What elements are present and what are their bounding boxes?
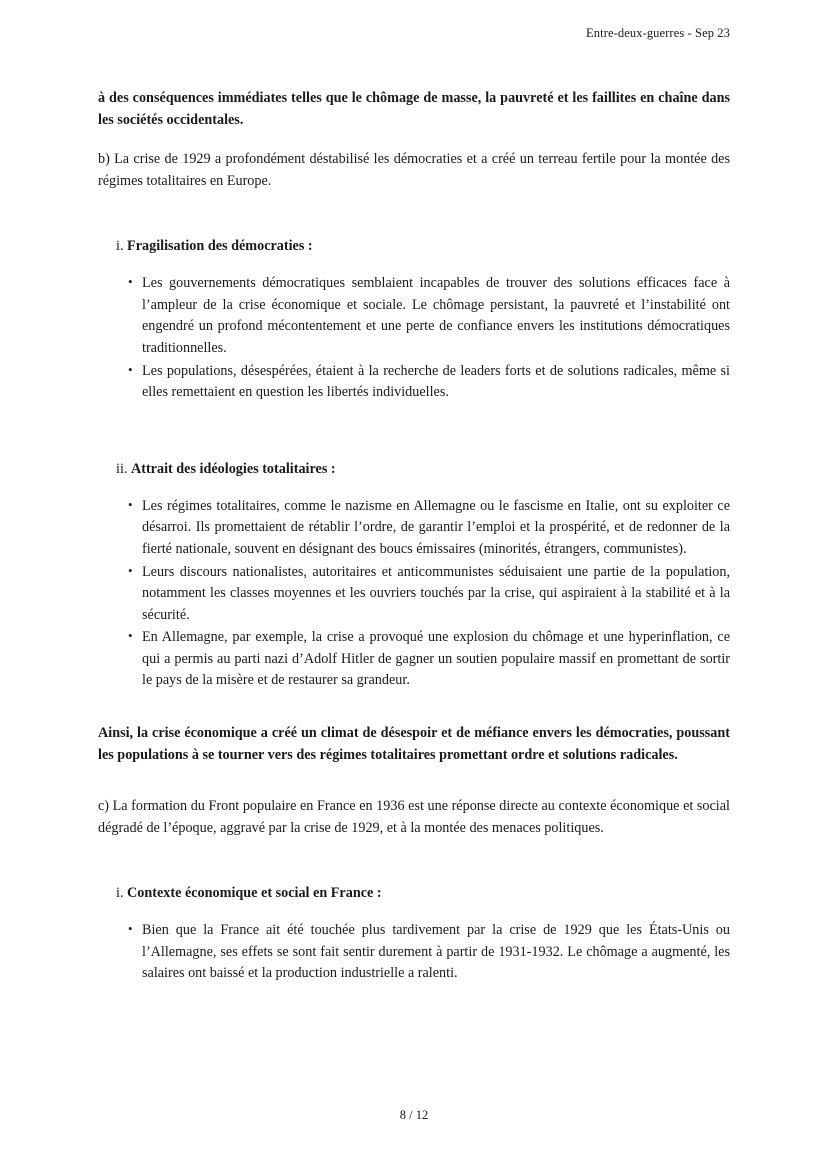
heading-title: Fragilisation des démocraties :: [127, 238, 313, 255]
document-content: [98, 88, 730, 986]
bullet-list-attrait: [98, 496, 730, 692]
heading-attrait-des-ideologies-totalitaires: [116, 461, 730, 478]
heading-contexte-economique-et-social-en-france: [116, 885, 730, 902]
running-header: Entre-deux-guerres - Sep 23: [586, 26, 730, 40]
heading-number: i.: [116, 238, 124, 255]
list-item: • Bien que la France ait été touchée plus tardivement par la crise de 1929 que les États-Unis ou l’Allemagne, ses effets se sont fait sentir durement à partir de 1931-1932. Le chômage a augmenté, les salaires ont baissé et la production industrielle a ralenti.: [128, 920, 730, 985]
heading-number: ii.: [116, 460, 128, 477]
heading-title: Attrait des idéologies totalitaires :: [130, 460, 336, 477]
bullet-list-fragilisation: [98, 273, 730, 403]
heading-fragilisation-des-democraties: [116, 238, 730, 255]
heading-title: Contexte économique et social en France :: [127, 885, 382, 902]
heading-number: i.: [116, 885, 124, 902]
list-item: • Leurs discours nationalistes, autoritaires et anticommunistes séduisaient une partie de la population, notamment les classes moyennes et les ouvriers touchés par la crise, qui aspiraient à la stabilité et à la sécurité.: [128, 562, 730, 627]
list-item: • Les régimes totalitaires, comme le nazisme en Allemagne ou le fascisme en Italie, ont su exploiter ce désarroi. Ils promettaient de rétablir l’ordre, de garantir l’emploi et la prospérité, et de redonner de la fierté nationale, souvent en désignant des boucs émissaires (minorités, étrangers, communistes).: [128, 496, 730, 561]
list-item: • En Allemagne, par exemple, la crise a provoqué une explosion du chômage et une hyperinflation, ce qui a permis au parti nazi d’Adolf Hitler de gagner un soutien populaire massif en promettant de sortir le pays de la misère et de restaurer sa grandeur.: [128, 627, 730, 692]
page-number: 8 / 12: [399, 1108, 429, 1122]
intro-bold-paragraph: à des conséquences immédiates telles que le chômage de masse, la pauvreté et les faillites en chaîne dans les sociétés occidentales.: [98, 90, 730, 128]
conclusion-bold-paragraph: Ainsi, la crise économique a créé un climat de désespoir et de méfiance envers les démocraties, poussant les populations à se tourner vers des régimes totalitaires promettant ordre et solutions radicales.: [98, 724, 730, 763]
bullet-list-contexte-france: [98, 920, 730, 985]
list-item: • Les populations, désespérées, étaient à la recherche de leaders forts et de solutions radicales, même si elles remettaient en question les libertés individuelles.: [128, 361, 730, 404]
list-item: • Les gouvernements démocratiques semblaient incapables de trouver des solutions efficaces face à l’ampleur de la crise économique et sociale. Le chômage persistant, la pauvreté et l’instabilité ont engendré un profond mécontentement et une perte de confiance envers les institutions démocratiques traditionnelles.: [128, 273, 730, 359]
paragraph-c: c) La formation du Front populaire en France en 1936 est une réponse directe au contexte économique et social dégradé de l’époque, aggravé par la crise de 1929, et à la montée des menaces politiques.: [98, 798, 730, 836]
paragraph-b: b) La crise de 1929 a profondément déstabilisé les démocraties et a créé un terreau fertile pour la montée des régimes totalitaires en Europe.: [98, 151, 730, 189]
